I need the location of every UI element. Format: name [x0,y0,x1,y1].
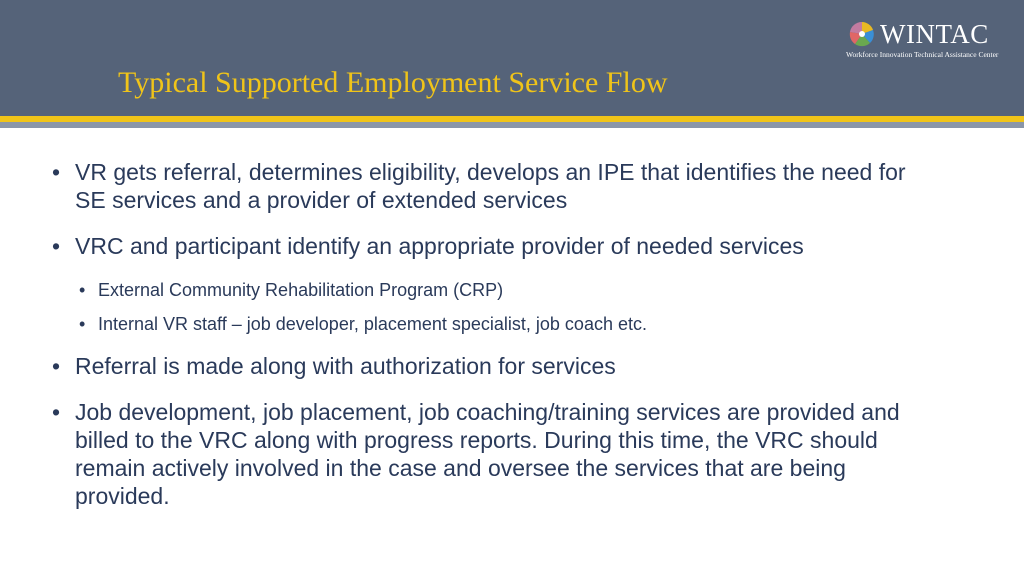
wintac-logo [846,18,1016,62]
bullet-list [50,158,910,528]
bullet-marker: • [52,159,61,185]
bullet-marker: • [52,353,61,379]
logo-name: WINTAC [880,19,989,49]
bullet-text: VR gets referral, determines eligibility, develops an IPE that identifies the need for SE services and a provider of extended services [75,159,906,213]
bullet-text: VRC and participant identify an appropriate provider of needed services [75,233,804,259]
bullet-text: Job development, job placement, job coaching/training services are provided and billed to the VRC along with progress reports. During this time, the VRC should remain actively involved in the case and oversee the services that are being provided. [75,399,900,509]
bullet-text: Referral is made along with authorization for services [75,353,616,379]
bullet-item [50,398,910,510]
sub-bullet-marker: • [79,280,86,300]
bullet-item [50,232,910,260]
sub-bullet-item [50,278,910,302]
slide-title: Typical Supported Employment Service Flow [118,66,668,99]
bullet-marker: • [52,233,61,259]
logo-tagline: Workforce Innovation Technical Assistance Center [846,50,999,59]
sub-bullet-text: Internal VR staff – job developer, placement specialist, job coach etc. [98,314,647,334]
sub-bullet-marker: • [79,314,86,334]
bullet-item [50,352,910,380]
sub-bullet-item [50,312,910,336]
wintac-pinwheel-icon [846,18,878,50]
sub-bullet-text: External Community Rehabilitation Program (CRP) [98,280,504,300]
bullet-marker: • [52,399,61,425]
header-gray-stripe [0,122,1024,128]
bullet-item [50,158,910,214]
